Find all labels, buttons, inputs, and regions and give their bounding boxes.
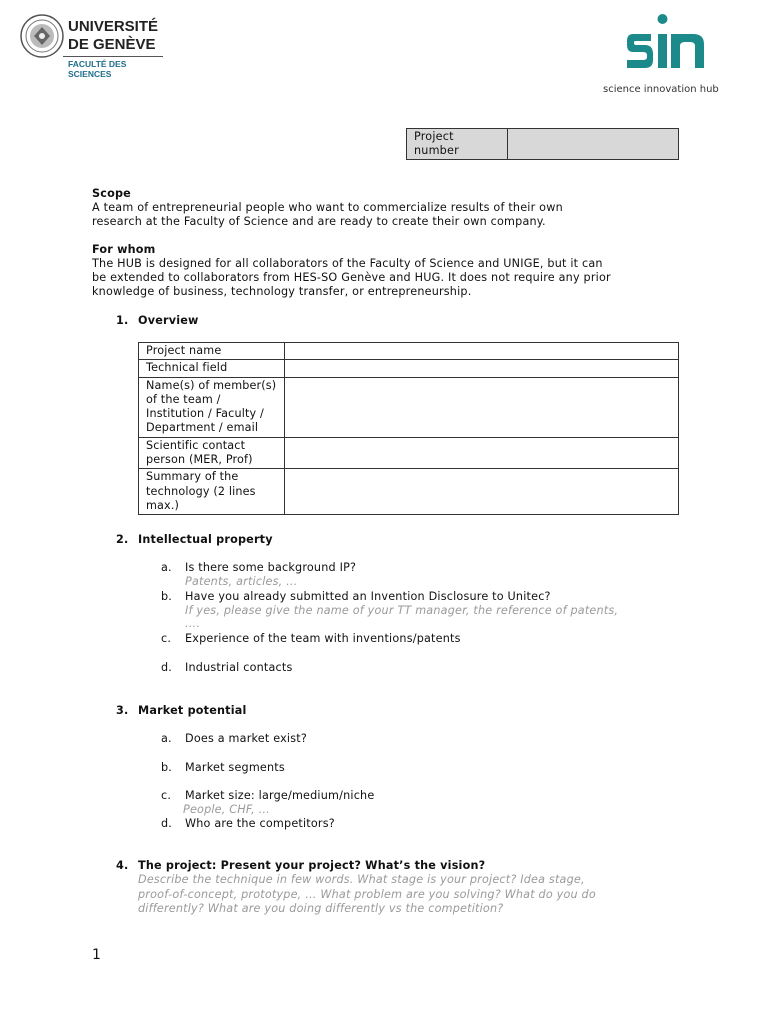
table-row — [139, 360, 679, 377]
project-number-value[interactable] — [508, 129, 679, 160]
technology-summary-field[interactable] — [285, 469, 679, 515]
project-heading — [116, 859, 485, 873]
unige-name-line1: UNIVERSITÉ — [68, 18, 159, 35]
list-item: d. Who are the competitors? — [161, 817, 335, 830]
table-row — [139, 377, 679, 437]
overview-number: 1. — [116, 314, 129, 327]
sih-logo — [600, 12, 750, 98]
scientific-contact-field[interactable] — [285, 437, 679, 469]
market-number: 3. — [116, 704, 129, 717]
list-item: c. Experience of the team with inventions/patents — [161, 632, 461, 645]
overview-label: Technical field — [139, 360, 285, 377]
scope-heading: Scope — [92, 187, 131, 200]
overview-table — [138, 342, 679, 515]
unige-divider — [63, 56, 163, 57]
unige-seal-icon — [20, 14, 64, 58]
scope-text-line1: A team of entrepreneurial people who want to commercialize results of their own — [92, 201, 563, 214]
ip-number: 2. — [116, 533, 129, 546]
page-number: 1 — [92, 947, 101, 963]
table-row — [139, 343, 679, 360]
unige-faculty: FACULTÉ DES SCIENCES — [68, 59, 127, 79]
unige-name-line2: DE GENÈVE — [68, 36, 156, 53]
list-item: b. Have you already submitted an Invention Disclosure to Unitec? — [161, 590, 551, 603]
for-whom-text-line2: be extended to collaborators from HES-SO Genève and HUG. It does not require any prior — [92, 271, 611, 284]
overview-title: Overview — [138, 314, 199, 327]
for-whom-text-line3: knowledge of business, technology transfer, or entrepreneurship. — [92, 285, 472, 298]
ip-title: Intellectual property — [138, 533, 273, 546]
project-number-label: Project number — [407, 129, 508, 160]
ip-a-hint: Patents, articles, … — [185, 575, 298, 588]
sih-logo-mark — [625, 12, 709, 76]
project-number-table — [406, 128, 679, 160]
for-whom-heading: For whom — [92, 243, 156, 256]
ip-b-hint: If yes, please give the name of your TT manager, the reference of patents, — [185, 604, 619, 617]
ip-b-hint-cont: …. — [185, 617, 201, 630]
list-item: b. Market segments — [161, 761, 285, 774]
scope-text-line2: research at the Faculty of Science and are ready to create their own company. — [92, 215, 546, 228]
project-name-field[interactable] — [285, 343, 679, 360]
unige-logo — [20, 14, 170, 79]
overview-heading — [116, 314, 199, 328]
overview-label: Summary of the technology (2 lines max.) — [139, 469, 285, 515]
market-heading — [116, 704, 247, 718]
list-item: c. Market size: large/medium/niche — [161, 789, 375, 802]
table-row — [139, 437, 679, 469]
technical-field-field[interactable] — [285, 360, 679, 377]
project-hint-line2: proof-of-concept, prototype, … What problem are you solving? What do you do — [138, 888, 596, 901]
project-number-label-4: 4. — [116, 859, 129, 872]
sih-tagline: science innovation hub — [603, 84, 719, 95]
list-item: a. Does a market exist? — [161, 732, 307, 745]
market-c-hint: People, CHF, … — [183, 803, 270, 816]
overview-label: Scientific contact person (MER, Prof) — [139, 437, 285, 469]
market-title: Market potential — [138, 704, 247, 717]
list-item: a. Is there some background IP? — [161, 561, 357, 574]
team-members-field[interactable] — [285, 377, 679, 437]
list-item: d. Industrial contacts — [161, 661, 293, 674]
project-hint-line3: differently? What are you doing differently vs the competition? — [138, 902, 504, 915]
for-whom-text-line1: The HUB is designed for all collaborators of the Faculty of Science and UNIGE, but it can — [92, 257, 603, 270]
table-row — [139, 469, 679, 515]
project-hint-line1: Describe the technique in few words. What stage is your project? Idea stage, — [138, 873, 585, 886]
overview-label: Project name — [139, 343, 285, 360]
overview-label: Name(s) of member(s) of the team / Institution / Faculty / Department / email — [139, 377, 285, 437]
project-title: The project: Present your project? What’s the vision? — [138, 859, 486, 872]
ip-heading — [116, 533, 273, 547]
